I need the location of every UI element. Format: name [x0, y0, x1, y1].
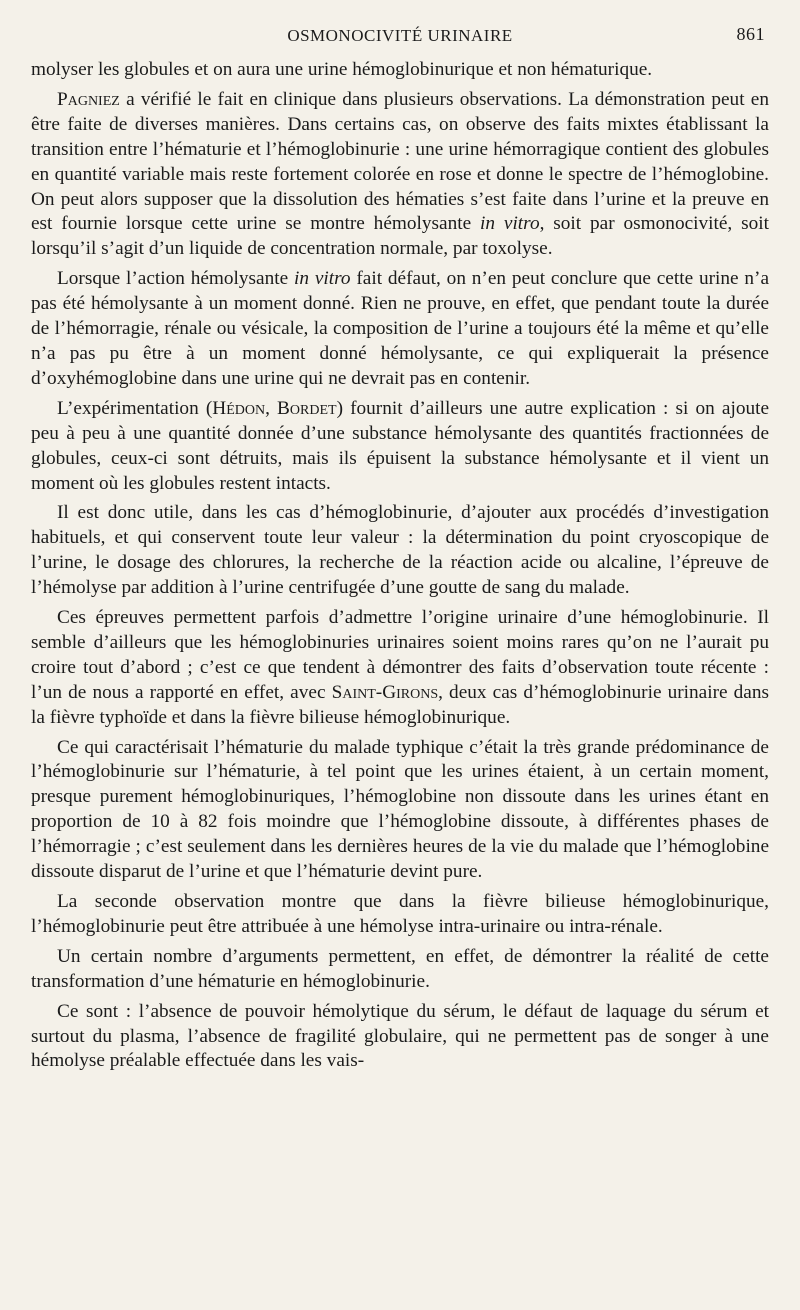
body-text	[31, 58, 769, 1074]
paragraph-text: Ces épreuves permettent parfois d’admettre l’origine urinaire d’une hémoglobinurie. Il semble d’ailleurs que les hémoglobinuries urinaires soient moins rares qu’on ne l’aurait pu croire tout d’abord ; c’est ce que tendent à démontrer des faits d’observation toute récente : l’un de nous a rapporté en effet, avec	[31, 607, 769, 703]
paragraph-text: Ce qui caractérisait l’hématurie du malade typhique c’était la très grande prédominance de l’hémoglobinurie sur l’hématurie, à tel point que les urines étaient, à un certain moment, presque purement hémoglobinuriques, l’hémoglobine non dissoute dans les urines étant en proportion de 10 à 82 fois moindre que l’hémoglobine dissoute, à différentes phases de l’hémorragie ; c’est seulement dans les dernières heures de la vie du malade que l’hémoglobine dissoute disparut de l’urine et que l’hématurie devint pure.	[31, 736, 769, 883]
page-number: 861	[736, 24, 765, 44]
paragraph-text: , soit par osmonocivité, soit lorsqu’il s’agit d’un liquide de concentration normale, par toxolyse.	[31, 213, 769, 260]
italic-term: in vitro	[294, 268, 351, 290]
paragraph-urinary-origin	[31, 606, 769, 731]
paragraph-text: Il est donc utile, dans les cas d’hémoglobinurie, d’ajouter aux procédés d’investigation habituels, et qui conservent toute leur valeur : la détermination du point cryoscopique de l’urine, le dosage des chlorures, la recherche de la réaction acide ou alcaline, l’épreuve de l’hémolyse par addition à l’urine centrifugée d’une goutte de sang du malade.	[31, 502, 769, 599]
italic-term: in vitro	[480, 213, 540, 235]
paragraph-text: a vérifié le fait en clinique dans plusieurs observations. La démonstration peut en être faite de diverses manières. Dans certains cas, on observe des faits mixtes établissant la transition entre l’hématurie et l’hémoglobinurie : une urine hémorragique contient des globules en quantité variable mais reste fortement colorée en rose et donne le spectre de l’hémoglobine. On peut alors supposer que la dissolution des hématies s’est faite dans l’urine et la preuve en est fournie lorsque cette urine se montre hémolysante	[31, 88, 769, 235]
author-name: Hédon	[212, 397, 266, 419]
paragraph-typhoid-case	[31, 736, 769, 885]
paragraph-text: L’expérimentation (	[57, 397, 213, 419]
author-name: Bordet	[277, 397, 337, 419]
paragraph-text: ) fournit d’ailleurs une autre explication : si on ajoute peu à peu à une quantité donnée d’une substance hémolysante des quantités fractionnées de globules, ceux-ci sont détruits, mais ils épuisent la substance hémolysante et il vient un moment où les globules restent intacts.	[31, 397, 770, 494]
paragraph-text: molyser les globules et on aura une urine hémoglobinurique et non hématurique.	[31, 59, 653, 80]
author-name: Saint-Girons	[331, 681, 439, 703]
paragraph-evidence	[31, 1000, 769, 1075]
paragraph-text: Ce sont : l’absence de pouvoir hémolytique du sérum, le défaut de laquage du sérum et surtout du plasma, l’absence de fragilité globulaire, qui ne permettent pas de songer à une hémolyse préalable effectuée dans les vais-	[31, 1000, 769, 1072]
paragraph-hemolysing-action	[31, 267, 769, 392]
paragraph-text: Un certain nombre d’arguments permettent, en effet, de démontrer la réalité de cette transformation d’une hématurie en hémoglobinurie.	[31, 945, 769, 992]
paragraph-text: fait défaut, on n’en peut conclure que cette urine n’a pas été hémolysante à un moment donné. Rien ne prouve, en effet, que pendant toute la durée de l’hémorragie, rénale ou vésicale, la composition de l’urine a toujours été la même et qu’elle n’a pas pu être à un moment donné hémolysante, ce qui expliquerait la présence d’oxyhémoglobine dans une urine qui ne devrait pas en contenir.	[31, 268, 770, 389]
paragraph-investigation	[31, 501, 769, 601]
paragraph-text: La seconde observation montre que dans la fièvre bilieuse hémoglobinurique, l’hémoglobinurie peut être attribuée à une hémolyse intra-urinaire ou intra-rénale.	[31, 891, 769, 937]
paragraph-arguments	[31, 945, 769, 995]
paragraph-text: Lorsque l’action hémolysante	[57, 268, 294, 290]
paragraph-continuation	[31, 58, 769, 83]
author-name: Pagniez	[57, 88, 120, 110]
paragraph-text: ,	[265, 397, 278, 419]
paragraph-text: , deux cas d’hémoglobinurie urinaire dans la fièvre typhoïde et dans la fièvre bilieuse hémoglobinurique.	[31, 681, 770, 728]
paragraph-experimentation	[31, 397, 769, 497]
running-title: OSMONOCIVITÉ URINAIRE	[287, 26, 513, 45]
paragraph-pagniez	[31, 88, 769, 262]
running-head	[31, 24, 769, 50]
paragraph-second-observation	[31, 890, 769, 940]
